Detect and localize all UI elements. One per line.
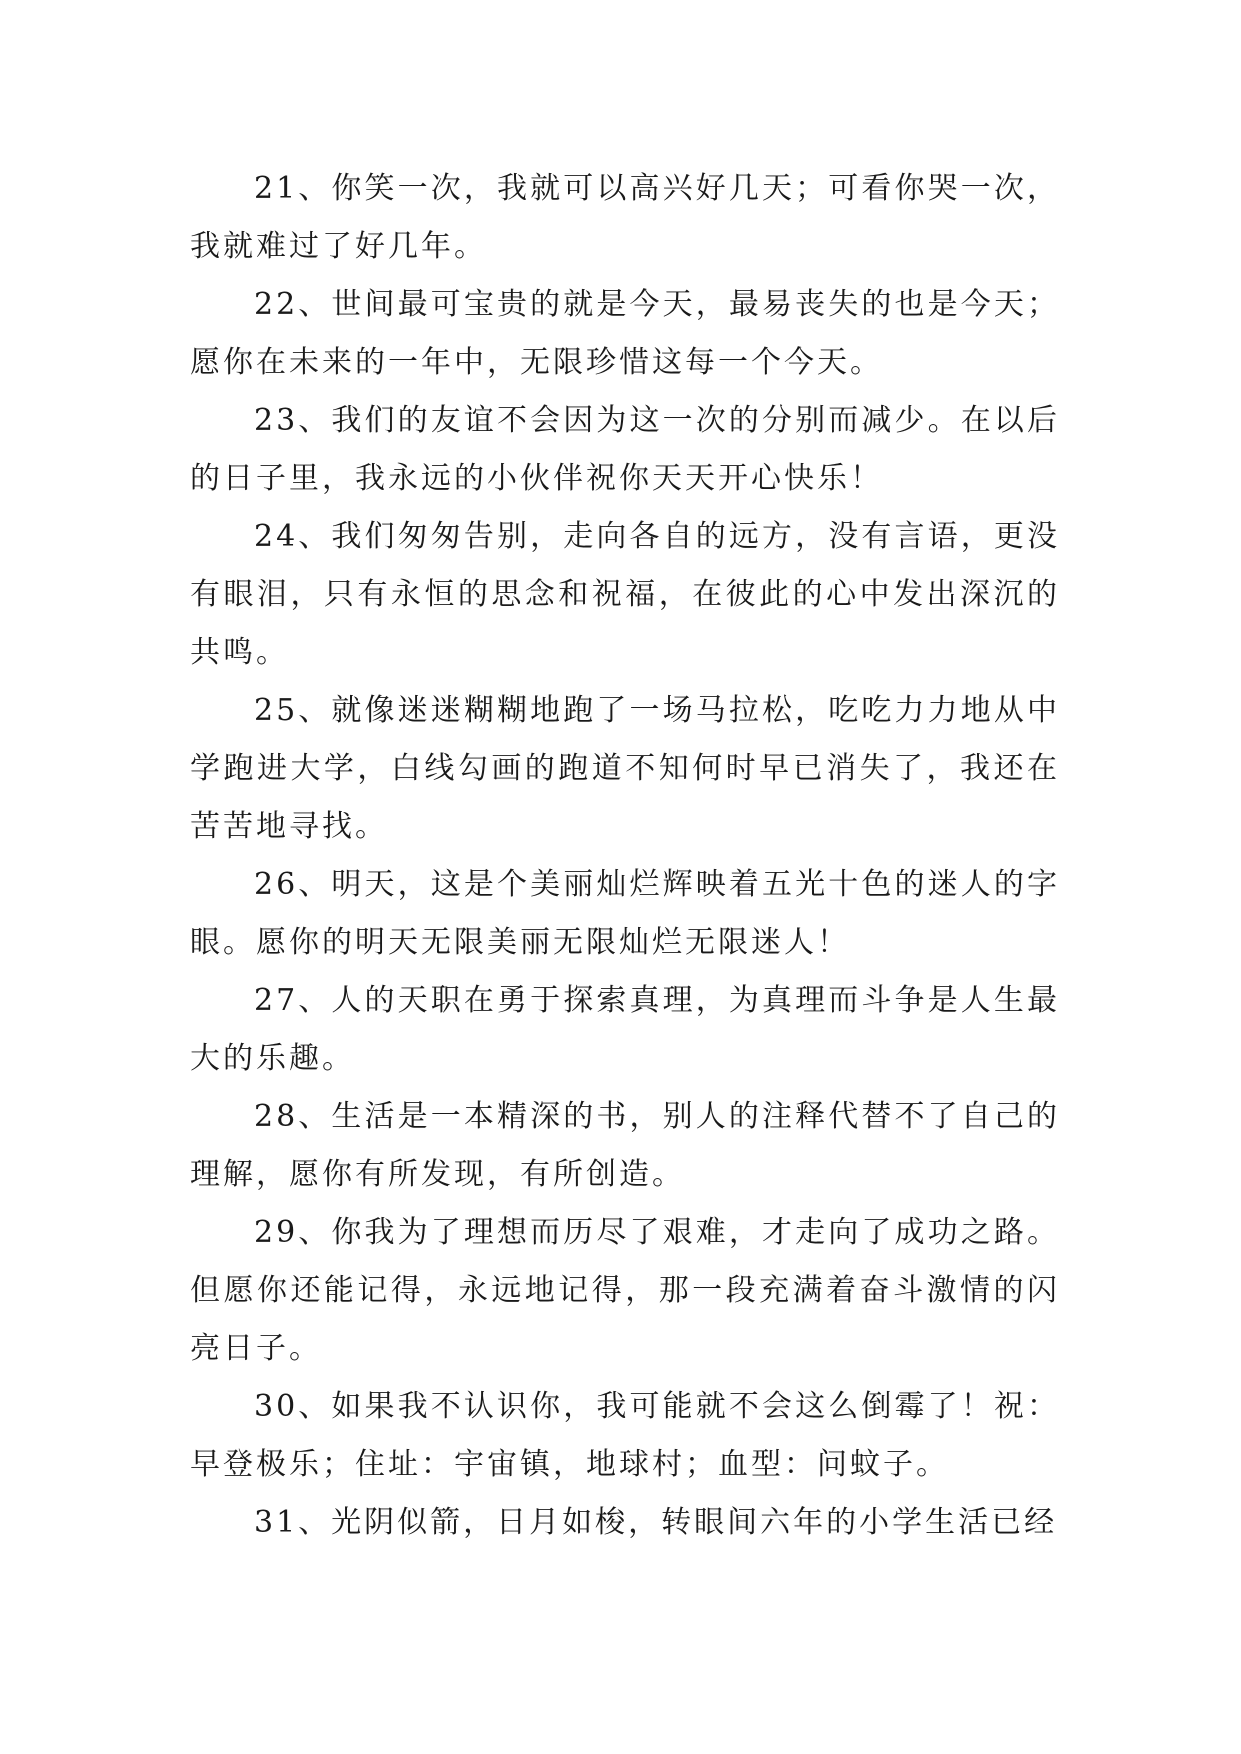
paragraph-29: 29、你我为了理想而历尽了艰难，才走向了成功之路。但愿你还能记得，永远地记得，那一段充满着奋斗激情的闪亮日子。	[190, 1215, 1060, 1366]
paragraph-22: 22、世间最可宝贵的就是今天，最易丧失的也是今天；愿你在未来的一年中，无限珍惜这每一个今天。	[190, 287, 1060, 380]
paragraph-30: 30、如果我不认识你，我可能就不会这么倒霉了！祝：早登极乐；住址：宇宙镇，地球村；血型：问蚊子。	[190, 1389, 1060, 1482]
paragraph-25: 25、就像迷迷糊糊地跑了一场马拉松，吃吃力力地从中学跑进大学，白线勾画的跑道不知何时早已消失了，我还在苦苦地寻找。	[190, 693, 1060, 844]
paragraph-26: 26、明天，这是个美丽灿烂辉映着五光十色的迷人的字眼。愿你的明天无限美丽无限灿烂无限迷人！	[190, 867, 1060, 960]
paragraph-24: 24、我们匆匆告别，走向各自的远方，没有言语，更没有眼泪，只有永恒的思念和祝福，在彼此的心中发出深沉的共鸣。	[190, 519, 1060, 670]
paragraph-28: 28、生活是一本精深的书，别人的注释代替不了自己的理解，愿你有所发现，有所创造。	[190, 1099, 1060, 1192]
paragraph-23: 23、我们的友谊不会因为这一次的分别而减少。在以后的日子里，我永远的小伙伴祝你天天开心快乐！	[190, 403, 1060, 496]
paragraph-27: 27、人的天职在勇于探索真理，为真理而斗争是人生最大的乐趣。	[190, 983, 1060, 1076]
paragraph-21: 21、你笑一次，我就可以高兴好几天；可看你哭一次，我就难过了好几年。	[190, 171, 1060, 264]
paragraph-31: 31、光阴似箭，日月如梭，转眼间六年的小学生活已经	[254, 1505, 1058, 1540]
document-body	[190, 160, 1060, 1552]
